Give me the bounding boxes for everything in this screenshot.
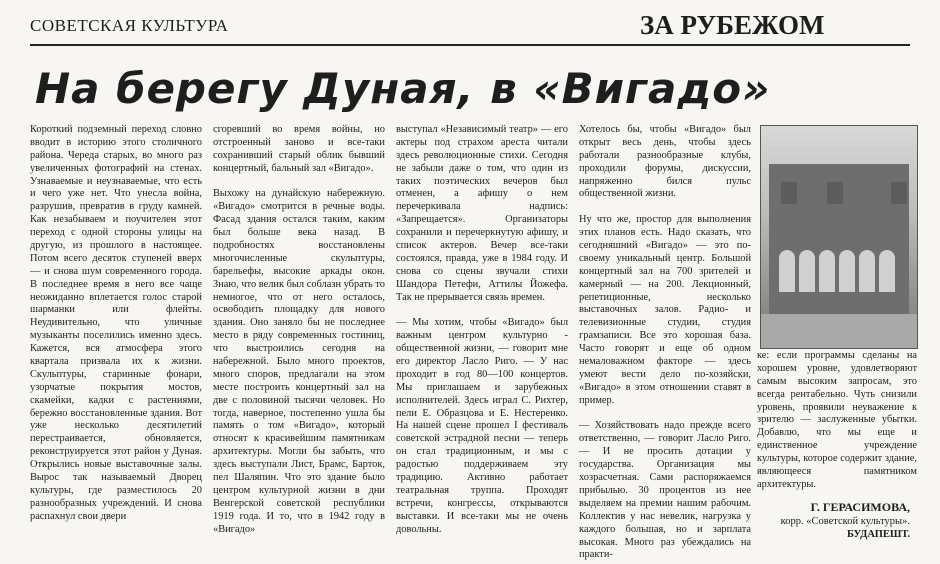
tower-left [781,182,797,204]
header-rule [30,44,910,46]
article-column-5: ке: если программы сделаны на хорошем уровне, удовлетворяют самым высоким запросам, это всегда рентабельно. Чуть снизили уровень, проявили неуважение к зрителю — заслуженные убытки. Добавлю, что мы еще и единственное учреждение культуры, которое содержит здание, являющееся памятником архитектуры. [757,350,917,490]
article-column-4: Хотелось бы, чтобы «Вигадо» был открыт весь день, чтобы здесь работали разнообразные клубы, проходили форумы, дискуссии, напряженно бился пульс общественной жизни. Ну что же, простор для выполнения этих планов есть. Надо сказать, что сегодняшний «Вигадо» — это по-своему уникальный центр. Большой концертный зал на 700 зрителей и камерный — на 200. Лекционный, репетиционные, несколько выставочных залов. Радио- и телевизионные студии, студия грамзаписи. Все это хорошая база. Часто говорят и еще об одном немаловажном факторе — здесь умеют вести дело по-хозяйски, «Вигадо» в этом отношении ставят в пример. — Хозяйствовать надо прежде всего ответственно, — говорит Ласло Риго. — И не просить дотации у государства. Организация мы хозрасчетная. Сами распоряжаемся прибылью. 30 процентов из нее выделяем на премии нашим рабочим. Коллектив у нас невелик, нагрузка у каждого большая, но и зарплата высокая. Много раз убеждались на практи- [579,124,751,560]
vigado-photo [760,125,918,349]
arch-window [799,250,815,292]
author-name: Г. ГЕРАСИМОВА, [810,500,910,514]
tower-center [827,182,843,204]
arch-window [839,250,855,292]
article-headline: На берегу Дуная, в «Вигадо» [35,64,771,113]
byline [760,500,910,541]
arch-window [779,250,795,292]
article-column-2: сгоревший во время войны, но отстроенный заново и все-таки сохранивший старый облик бывший концертный, бальный зал «Вигадо». Выхожу на дунайскую набережную. «Вигадо» смотрится в речные воды. Фасад здания остался таким, каким был больше века назад. В подробностях восстановлены многочисленные скульптуры, барельефы, высокие аркады окон. Знаю, что велик был соблазн убрать то немногое, что от него осталось, освободить площадку для нового здания. Оно заняло бы не последнее место в ряду современных гостиниц, что выстроились сегодня на набережной. Было много проектов, много споров, предлагали на этом месте построить концертный зал на две с половиной тысячи человек. Но тогда, наверное, постепенно ушла бы память о том «Вигадо», который относят к красивейшим памятникам архитектуры. Могли бы забыть, что здесь выступали Лист, Брамс, Барток, пел Шаляпин. Что это здание было центром культурной жизни в дни Венгерской советской республики 1919 года. И то, что в 1942 году в «Вигадо» [213,124,385,535]
arch-window [859,250,875,292]
section-title: ЗА РУБЕЖОМ [640,10,825,40]
article-column-3: выступал «Независимый театр» — его актеры под страхом ареста читали здесь революционные стихи. Сегодня не забыли даже о том, что один из таких поэтических вечеров был отменен, а афишу о нем перечеркивала надпись: «Запрещается». Организаторы сохранили и перечеркнутую афишу, и список актеров. Вечер все-таки состоялся, правда, уже в 1984 году. И снова со сцены звучали стихи Шандора Петефи, Аттилы Йожефа. Так не прерывается связь времен. — Мы хотим, чтобы «Вигадо» был важным центром культурно - общественной жизни, — говорит мне его директор Ласло Риго. — У нас проходит в год 80—100 концертов. Мы приглашаем и зарубежных исполнителей. Здесь играл С. Рихтер, пели Е. Образцова и Е. Нестеренко. На нашей сцене прошел I фестиваль советской эстрадной песни — теперь он стал традиционным, и мы с радостью поддерживаем эту традицию. Активно работает театральная труппа. Проходят встречи, конгрессы, открываются выставки. И все-таки мы не очень довольны. [396,124,568,535]
article-column-1: Короткий подземный переход словно вводит в историю этого столичного района. Череда старых, во много раз увеличенных фотографий на стенах. Узнаваемые и неузнаваемые, что есть и чего уже нет. Что унесла война, разрушив, превратив в груду камней. Как незабываем и поучителен этот переход с одной стороны улицы на другую, из прошлого в настоящее. Потом всего десяток ступеней вверх — и снова шум современного города. В последнее время в него все чаще неожиданно вплетается голос старой шарманки или флейты. Неудивительно, что уличные музыканты поселились именно здесь. Кажется, вся атмосфера этого квартала призвала их к жизни. Скульптуры, старинные фонари, узорчатые покрытия мостов, скамейки, кадки с растениями, бережно восстановленные здания. Вот уже несколько десятилетий перестраивается, обновляется, реконструируется этот район у Дуная. Открылись новые выставочные залы. Вырос так называемый Дворец культуры, где разместилось 20 разнообразных учреждений. И снова распахнул свои двери [30,124,202,522]
arch-window [819,250,835,292]
tower-right [891,182,907,204]
masthead [0,0,940,48]
building-facade [769,164,909,314]
street-foreground [761,314,917,348]
dateline-city: БУДАПЕШТ. [846,529,910,541]
publication-name: СОВЕТСКАЯ КУЛЬТУРА [30,16,229,35]
author-role: корр. «Советской культуры». [780,516,910,527]
arch-window [879,250,895,292]
